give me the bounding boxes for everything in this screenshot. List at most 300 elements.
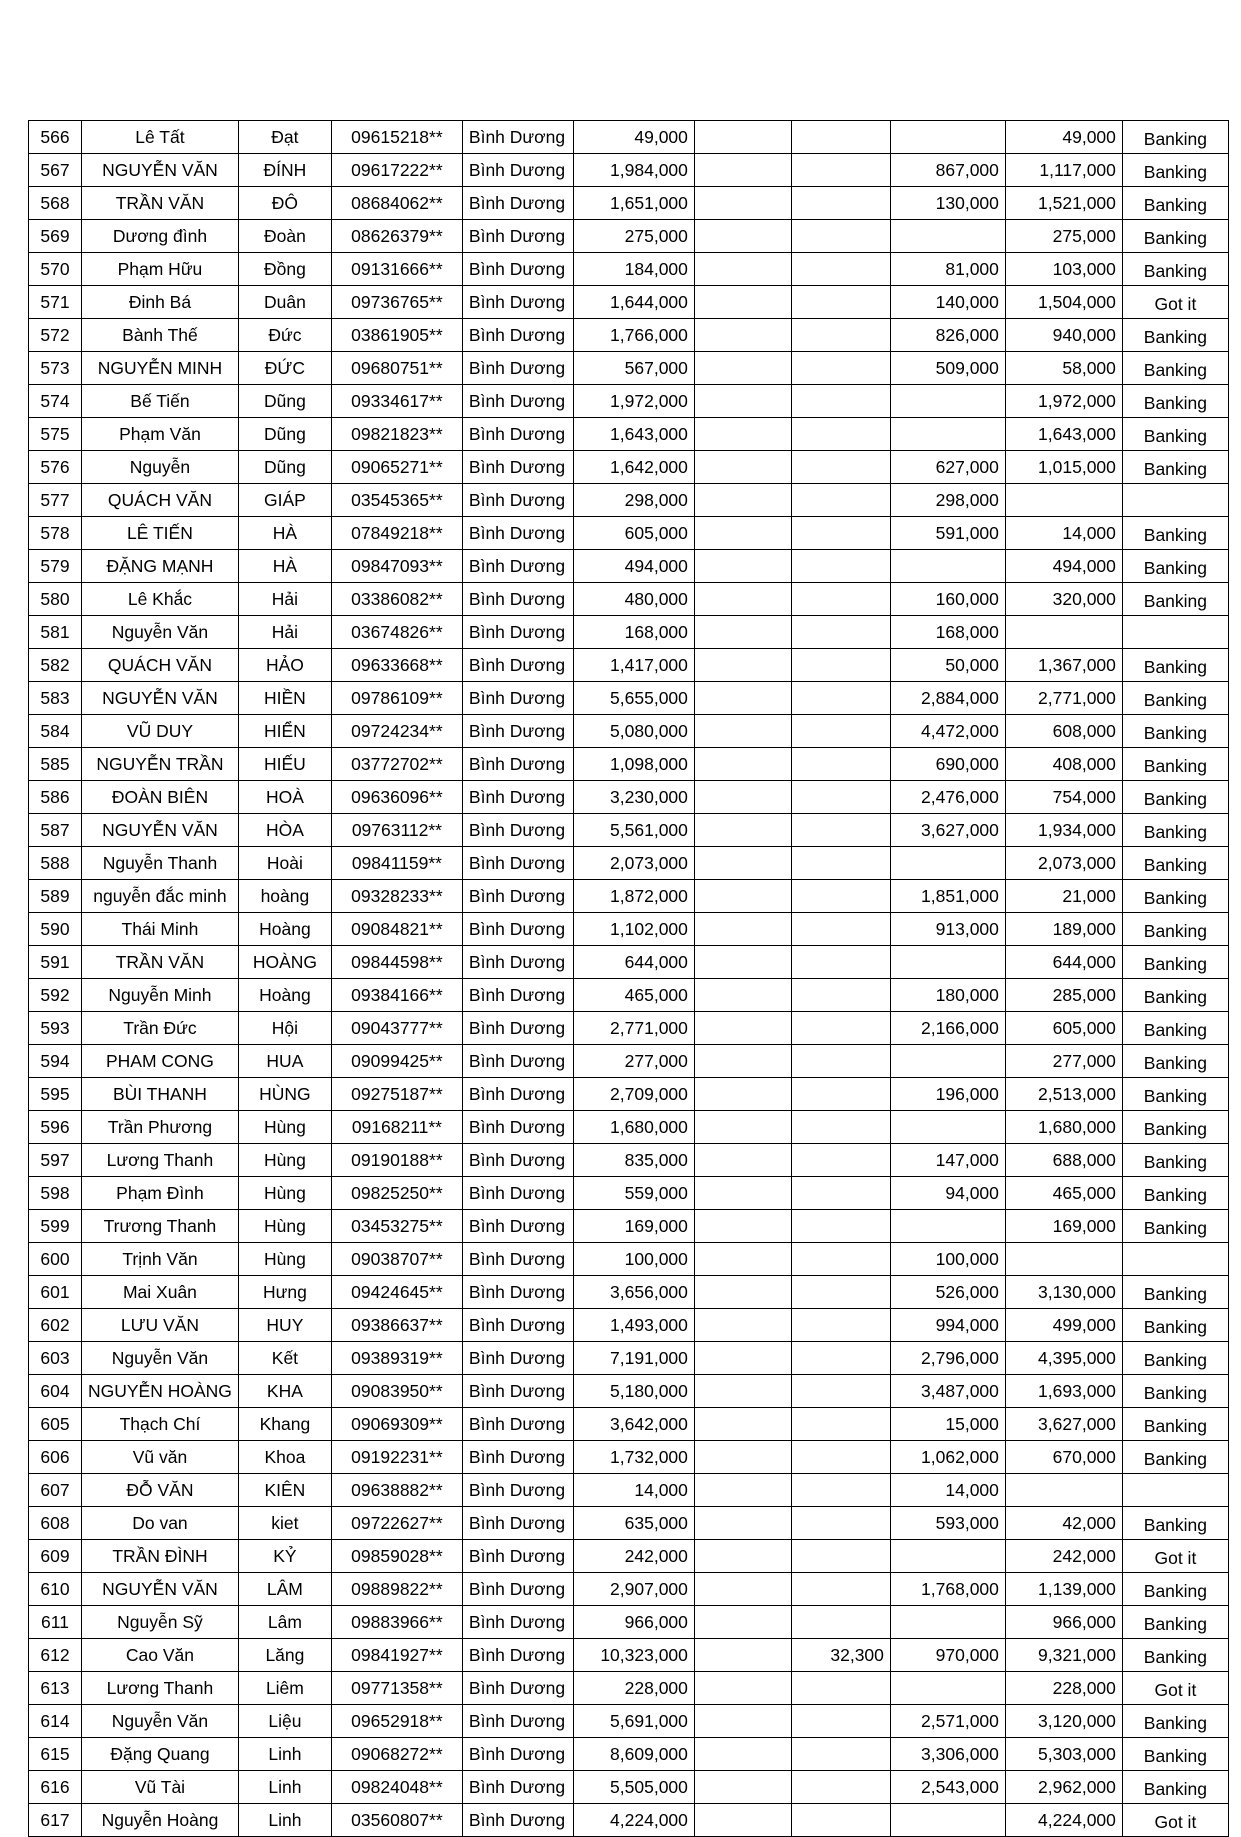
payment-method-cell: Got it bbox=[1122, 1672, 1228, 1705]
province-cell: Bình Dương bbox=[462, 517, 573, 550]
payment-method-cell: Banking bbox=[1122, 253, 1228, 286]
net-amount-cell: 1,680,000 bbox=[1005, 1111, 1122, 1144]
total-amount-cell: 7,191,000 bbox=[573, 1342, 694, 1375]
province-cell: Bình Dương bbox=[462, 1309, 573, 1342]
extra-column-1-cell bbox=[694, 946, 791, 979]
payment-method-cell: Banking bbox=[1122, 451, 1228, 484]
province-cell: Bình Dương bbox=[462, 1210, 573, 1243]
row-number-cell: 600 bbox=[29, 1243, 82, 1276]
extra-column-1-cell bbox=[694, 550, 791, 583]
extra-column-2-cell bbox=[791, 814, 890, 847]
extra-column-1-cell bbox=[694, 1705, 791, 1738]
payment-method-cell: Banking bbox=[1122, 187, 1228, 220]
row-number-cell: 567 bbox=[29, 154, 82, 187]
first-name-cell: Khang bbox=[238, 1408, 331, 1441]
table-row bbox=[29, 1276, 1229, 1309]
extra-column-1-cell bbox=[694, 1045, 791, 1078]
row-number-cell: 566 bbox=[29, 121, 82, 154]
province-cell: Bình Dương bbox=[462, 253, 573, 286]
table-row bbox=[29, 385, 1229, 418]
total-amount-cell: 3,642,000 bbox=[573, 1408, 694, 1441]
first-name-cell: HÒA bbox=[238, 814, 331, 847]
province-cell: Bình Dương bbox=[462, 187, 573, 220]
row-number-cell: 595 bbox=[29, 1078, 82, 1111]
province-cell: Bình Dương bbox=[462, 1738, 573, 1771]
table-row bbox=[29, 1012, 1229, 1045]
last-name-cell: TRẦN ĐÌNH bbox=[82, 1540, 239, 1573]
deduction-amount-cell bbox=[890, 550, 1005, 583]
extra-column-1-cell bbox=[694, 1276, 791, 1309]
province-cell: Bình Dương bbox=[462, 583, 573, 616]
extra-column-1-cell bbox=[694, 1111, 791, 1144]
province-cell: Bình Dương bbox=[462, 154, 573, 187]
extra-column-1-cell bbox=[694, 154, 791, 187]
total-amount-cell: 1,102,000 bbox=[573, 913, 694, 946]
deduction-amount-cell: 2,476,000 bbox=[890, 781, 1005, 814]
extra-column-1-cell bbox=[694, 385, 791, 418]
extra-column-1-cell bbox=[694, 1639, 791, 1672]
extra-column-1-cell bbox=[694, 286, 791, 319]
last-name-cell: Phạm Đình bbox=[82, 1177, 239, 1210]
net-amount-cell: 2,513,000 bbox=[1005, 1078, 1122, 1111]
payment-method-cell: Banking bbox=[1122, 1012, 1228, 1045]
extra-column-2-cell bbox=[791, 517, 890, 550]
row-number-cell: 590 bbox=[29, 913, 82, 946]
province-cell: Bình Dương bbox=[462, 286, 573, 319]
total-amount-cell: 100,000 bbox=[573, 1243, 694, 1276]
net-amount-cell: 58,000 bbox=[1005, 352, 1122, 385]
extra-column-2-cell bbox=[791, 1243, 890, 1276]
row-number-cell: 610 bbox=[29, 1573, 82, 1606]
table-row bbox=[29, 682, 1229, 715]
extra-column-2-cell bbox=[791, 1606, 890, 1639]
payment-method-cell: Got it bbox=[1122, 1540, 1228, 1573]
extra-column-1-cell bbox=[694, 220, 791, 253]
first-name-cell: Linh bbox=[238, 1804, 331, 1837]
total-amount-cell: 1,493,000 bbox=[573, 1309, 694, 1342]
first-name-cell: Hùng bbox=[238, 1177, 331, 1210]
total-amount-cell: 5,505,000 bbox=[573, 1771, 694, 1804]
last-name-cell: QUÁCH VĂN bbox=[82, 649, 239, 682]
table-row bbox=[29, 286, 1229, 319]
deduction-amount-cell bbox=[890, 418, 1005, 451]
extra-column-2-cell bbox=[791, 1177, 890, 1210]
phone-number-cell: 09192231** bbox=[331, 1441, 462, 1474]
extra-column-1-cell bbox=[694, 1771, 791, 1804]
table-row bbox=[29, 913, 1229, 946]
last-name-cell: Bế Tiến bbox=[82, 385, 239, 418]
last-name-cell: nguyễn đắc minh bbox=[82, 880, 239, 913]
net-amount-cell: 1,643,000 bbox=[1005, 418, 1122, 451]
province-cell: Bình Dương bbox=[462, 913, 573, 946]
last-name-cell: Lê Khắc bbox=[82, 583, 239, 616]
net-amount-cell: 3,120,000 bbox=[1005, 1705, 1122, 1738]
table-row bbox=[29, 1078, 1229, 1111]
last-name-cell: NGUYỄN HOÀNG bbox=[82, 1375, 239, 1408]
net-amount-cell: 242,000 bbox=[1005, 1540, 1122, 1573]
extra-column-2-cell bbox=[791, 1738, 890, 1771]
first-name-cell: HOÀNG bbox=[238, 946, 331, 979]
extra-column-2-cell bbox=[791, 1210, 890, 1243]
total-amount-cell: 644,000 bbox=[573, 946, 694, 979]
extra-column-1-cell bbox=[694, 583, 791, 616]
deduction-amount-cell: 180,000 bbox=[890, 979, 1005, 1012]
last-name-cell: Nguyễn Thanh bbox=[82, 847, 239, 880]
total-amount-cell: 835,000 bbox=[573, 1144, 694, 1177]
row-number-cell: 596 bbox=[29, 1111, 82, 1144]
extra-column-2-cell bbox=[791, 781, 890, 814]
total-amount-cell: 966,000 bbox=[573, 1606, 694, 1639]
net-amount-cell: 499,000 bbox=[1005, 1309, 1122, 1342]
deduction-amount-cell: 627,000 bbox=[890, 451, 1005, 484]
net-amount-cell: 2,771,000 bbox=[1005, 682, 1122, 715]
phone-number-cell: 09384166** bbox=[331, 979, 462, 1012]
phone-number-cell: 08626379** bbox=[331, 220, 462, 253]
row-number-cell: 602 bbox=[29, 1309, 82, 1342]
last-name-cell: TRẦN VĂN bbox=[82, 187, 239, 220]
payment-method-cell: Banking bbox=[1122, 1705, 1228, 1738]
table-row bbox=[29, 121, 1229, 154]
net-amount-cell: 49,000 bbox=[1005, 121, 1122, 154]
province-cell: Bình Dương bbox=[462, 1573, 573, 1606]
first-name-cell: ĐÍNH bbox=[238, 154, 331, 187]
extra-column-2-cell bbox=[791, 1111, 890, 1144]
extra-column-1-cell bbox=[694, 1474, 791, 1507]
extra-column-1-cell bbox=[694, 1738, 791, 1771]
extra-column-1-cell bbox=[694, 451, 791, 484]
payment-method-cell bbox=[1122, 1243, 1228, 1276]
net-amount-cell: 4,395,000 bbox=[1005, 1342, 1122, 1375]
total-amount-cell: 1,642,000 bbox=[573, 451, 694, 484]
extra-column-2-cell bbox=[791, 649, 890, 682]
deduction-amount-cell: 509,000 bbox=[890, 352, 1005, 385]
net-amount-cell: 1,693,000 bbox=[1005, 1375, 1122, 1408]
payment-method-cell: Banking bbox=[1122, 1144, 1228, 1177]
province-cell: Bình Dương bbox=[462, 1441, 573, 1474]
first-name-cell: LÂM bbox=[238, 1573, 331, 1606]
total-amount-cell: 1,972,000 bbox=[573, 385, 694, 418]
row-number-cell: 577 bbox=[29, 484, 82, 517]
table-row bbox=[29, 1474, 1229, 1507]
phone-number-cell: 09763112** bbox=[331, 814, 462, 847]
last-name-cell: Dương đình bbox=[82, 220, 239, 253]
province-cell: Bình Dương bbox=[462, 418, 573, 451]
phone-number-cell: 09386637** bbox=[331, 1309, 462, 1342]
last-name-cell: ĐỖ VĂN bbox=[82, 1474, 239, 1507]
payment-method-cell: Banking bbox=[1122, 1078, 1228, 1111]
total-amount-cell: 3,656,000 bbox=[573, 1276, 694, 1309]
phone-number-cell: 09275187** bbox=[331, 1078, 462, 1111]
payment-method-cell: Banking bbox=[1122, 220, 1228, 253]
net-amount-cell: 189,000 bbox=[1005, 913, 1122, 946]
payment-method-cell: Banking bbox=[1122, 682, 1228, 715]
table-row bbox=[29, 1045, 1229, 1078]
table-row bbox=[29, 781, 1229, 814]
province-cell: Bình Dương bbox=[462, 1078, 573, 1111]
extra-column-1-cell bbox=[694, 319, 791, 352]
total-amount-cell: 5,691,000 bbox=[573, 1705, 694, 1738]
row-number-cell: 599 bbox=[29, 1210, 82, 1243]
payment-method-cell: Banking bbox=[1122, 1309, 1228, 1342]
last-name-cell: Nguyễn Văn bbox=[82, 1705, 239, 1738]
deduction-amount-cell bbox=[890, 847, 1005, 880]
total-amount-cell: 1,643,000 bbox=[573, 418, 694, 451]
phone-number-cell: 09841927** bbox=[331, 1639, 462, 1672]
total-amount-cell: 10,323,000 bbox=[573, 1639, 694, 1672]
table-row bbox=[29, 946, 1229, 979]
last-name-cell: Nguyễn Văn bbox=[82, 616, 239, 649]
table-row bbox=[29, 1804, 1229, 1837]
extra-column-2-cell bbox=[791, 583, 890, 616]
net-amount-cell: 644,000 bbox=[1005, 946, 1122, 979]
deduction-amount-cell: 160,000 bbox=[890, 583, 1005, 616]
phone-number-cell: 09190188** bbox=[331, 1144, 462, 1177]
phone-number-cell: 07849218** bbox=[331, 517, 462, 550]
total-amount-cell: 465,000 bbox=[573, 979, 694, 1012]
net-amount-cell: 1,504,000 bbox=[1005, 286, 1122, 319]
deduction-amount-cell: 690,000 bbox=[890, 748, 1005, 781]
extra-column-1-cell bbox=[694, 484, 791, 517]
first-name-cell: Linh bbox=[238, 1771, 331, 1804]
deduction-amount-cell: 1,062,000 bbox=[890, 1441, 1005, 1474]
last-name-cell: Nguyễn Hoàng bbox=[82, 1804, 239, 1837]
province-cell: Bình Dương bbox=[462, 682, 573, 715]
province-cell: Bình Dương bbox=[462, 1276, 573, 1309]
payment-method-cell: Banking bbox=[1122, 517, 1228, 550]
total-amount-cell: 1,984,000 bbox=[573, 154, 694, 187]
extra-column-2-cell bbox=[791, 1408, 890, 1441]
phone-number-cell: 09617222** bbox=[331, 154, 462, 187]
last-name-cell: Nguyễn bbox=[82, 451, 239, 484]
table-row bbox=[29, 616, 1229, 649]
last-name-cell: Thạch Chí bbox=[82, 1408, 239, 1441]
last-name-cell: ĐẶNG MẠNH bbox=[82, 550, 239, 583]
last-name-cell: ĐOÀN BIÊN bbox=[82, 781, 239, 814]
province-cell: Bình Dương bbox=[462, 1243, 573, 1276]
phone-number-cell: 09636096** bbox=[331, 781, 462, 814]
first-name-cell: kiet bbox=[238, 1507, 331, 1540]
deduction-amount-cell: 147,000 bbox=[890, 1144, 1005, 1177]
payment-method-cell: Banking bbox=[1122, 1441, 1228, 1474]
row-number-cell: 604 bbox=[29, 1375, 82, 1408]
deduction-amount-cell: 3,306,000 bbox=[890, 1738, 1005, 1771]
province-cell: Bình Dương bbox=[462, 748, 573, 781]
net-amount-cell: 21,000 bbox=[1005, 880, 1122, 913]
first-name-cell: hoàng bbox=[238, 880, 331, 913]
deduction-amount-cell bbox=[890, 1210, 1005, 1243]
net-amount-cell: 14,000 bbox=[1005, 517, 1122, 550]
net-amount-cell: 494,000 bbox=[1005, 550, 1122, 583]
table-row bbox=[29, 253, 1229, 286]
payment-method-cell: Banking bbox=[1122, 1771, 1228, 1804]
extra-column-2-cell bbox=[791, 682, 890, 715]
row-number-cell: 603 bbox=[29, 1342, 82, 1375]
extra-column-2-cell bbox=[791, 1276, 890, 1309]
table-row bbox=[29, 1639, 1229, 1672]
row-number-cell: 579 bbox=[29, 550, 82, 583]
row-number-cell: 575 bbox=[29, 418, 82, 451]
province-cell: Bình Dương bbox=[462, 1606, 573, 1639]
province-cell: Bình Dương bbox=[462, 550, 573, 583]
net-amount-cell: 966,000 bbox=[1005, 1606, 1122, 1639]
first-name-cell: ĐỨC bbox=[238, 352, 331, 385]
deduction-amount-cell: 2,571,000 bbox=[890, 1705, 1005, 1738]
province-cell: Bình Dương bbox=[462, 847, 573, 880]
net-amount-cell bbox=[1005, 484, 1122, 517]
province-cell: Bình Dương bbox=[462, 1408, 573, 1441]
province-cell: Bình Dương bbox=[462, 814, 573, 847]
payout-table bbox=[28, 120, 1229, 1837]
extra-column-2-cell bbox=[791, 1375, 890, 1408]
phone-number-cell: 09131666** bbox=[331, 253, 462, 286]
table-row bbox=[29, 187, 1229, 220]
total-amount-cell: 3,230,000 bbox=[573, 781, 694, 814]
row-number-cell: 594 bbox=[29, 1045, 82, 1078]
first-name-cell: KỶ bbox=[238, 1540, 331, 1573]
phone-number-cell: 09722627** bbox=[331, 1507, 462, 1540]
row-number-cell: 593 bbox=[29, 1012, 82, 1045]
payment-method-cell: Banking bbox=[1122, 418, 1228, 451]
row-number-cell: 614 bbox=[29, 1705, 82, 1738]
deduction-amount-cell: 3,627,000 bbox=[890, 814, 1005, 847]
payment-method-cell: Banking bbox=[1122, 1738, 1228, 1771]
province-cell: Bình Dương bbox=[462, 1771, 573, 1804]
table-row bbox=[29, 1738, 1229, 1771]
net-amount-cell: 2,073,000 bbox=[1005, 847, 1122, 880]
total-amount-cell: 1,732,000 bbox=[573, 1441, 694, 1474]
extra-column-2-cell bbox=[791, 1045, 890, 1078]
total-amount-cell: 1,098,000 bbox=[573, 748, 694, 781]
payment-method-cell: Banking bbox=[1122, 550, 1228, 583]
deduction-amount-cell bbox=[890, 385, 1005, 418]
deduction-amount-cell: 591,000 bbox=[890, 517, 1005, 550]
extra-column-2-cell bbox=[791, 1441, 890, 1474]
phone-number-cell: 09786109** bbox=[331, 682, 462, 715]
deduction-amount-cell bbox=[890, 1540, 1005, 1573]
phone-number-cell: 09825250** bbox=[331, 1177, 462, 1210]
table-row bbox=[29, 1408, 1229, 1441]
payment-method-cell: Banking bbox=[1122, 319, 1228, 352]
extra-column-2-cell bbox=[791, 1573, 890, 1606]
last-name-cell: Lê Tất bbox=[82, 121, 239, 154]
phone-number-cell: 09424645** bbox=[331, 1276, 462, 1309]
first-name-cell: Hội bbox=[238, 1012, 331, 1045]
total-amount-cell: 1,766,000 bbox=[573, 319, 694, 352]
extra-column-2-cell bbox=[791, 880, 890, 913]
table-row bbox=[29, 418, 1229, 451]
first-name-cell: Liêm bbox=[238, 1672, 331, 1705]
table-row bbox=[29, 319, 1229, 352]
first-name-cell: Hải bbox=[238, 616, 331, 649]
first-name-cell: Liệu bbox=[238, 1705, 331, 1738]
net-amount-cell: 9,321,000 bbox=[1005, 1639, 1122, 1672]
phone-number-cell: 09328233** bbox=[331, 880, 462, 913]
net-amount-cell: 754,000 bbox=[1005, 781, 1122, 814]
deduction-amount-cell: 15,000 bbox=[890, 1408, 1005, 1441]
row-number-cell: 615 bbox=[29, 1738, 82, 1771]
deduction-amount-cell bbox=[890, 1804, 1005, 1837]
province-cell: Bình Dương bbox=[462, 385, 573, 418]
deduction-amount-cell: 4,472,000 bbox=[890, 715, 1005, 748]
net-amount-cell bbox=[1005, 616, 1122, 649]
row-number-cell: 580 bbox=[29, 583, 82, 616]
first-name-cell: HUY bbox=[238, 1309, 331, 1342]
total-amount-cell: 559,000 bbox=[573, 1177, 694, 1210]
first-name-cell: HÀ bbox=[238, 517, 331, 550]
row-number-cell: 617 bbox=[29, 1804, 82, 1837]
net-amount-cell: 408,000 bbox=[1005, 748, 1122, 781]
table-row bbox=[29, 1672, 1229, 1705]
row-number-cell: 598 bbox=[29, 1177, 82, 1210]
phone-number-cell: 09724234** bbox=[331, 715, 462, 748]
payment-method-cell: Banking bbox=[1122, 847, 1228, 880]
last-name-cell: Trịnh Văn bbox=[82, 1243, 239, 1276]
row-number-cell: 568 bbox=[29, 187, 82, 220]
phone-number-cell: 09084821** bbox=[331, 913, 462, 946]
table-row bbox=[29, 1606, 1229, 1639]
phone-number-cell: 09859028** bbox=[331, 1540, 462, 1573]
first-name-cell: HUA bbox=[238, 1045, 331, 1078]
first-name-cell: ĐÔ bbox=[238, 187, 331, 220]
last-name-cell: Cao Văn bbox=[82, 1639, 239, 1672]
row-number-cell: 584 bbox=[29, 715, 82, 748]
phone-number-cell: 09824048** bbox=[331, 1771, 462, 1804]
net-amount-cell: 465,000 bbox=[1005, 1177, 1122, 1210]
phone-number-cell: 09083950** bbox=[331, 1375, 462, 1408]
deduction-amount-cell bbox=[890, 946, 1005, 979]
payment-method-cell bbox=[1122, 1474, 1228, 1507]
province-cell: Bình Dương bbox=[462, 1012, 573, 1045]
net-amount-cell: 4,224,000 bbox=[1005, 1804, 1122, 1837]
province-cell: Bình Dương bbox=[462, 1507, 573, 1540]
extra-column-1-cell bbox=[694, 1375, 791, 1408]
extra-column-2-cell bbox=[791, 616, 890, 649]
province-cell: Bình Dương bbox=[462, 1705, 573, 1738]
net-amount-cell: 228,000 bbox=[1005, 1672, 1122, 1705]
extra-column-2-cell bbox=[791, 1804, 890, 1837]
province-cell: Bình Dương bbox=[462, 1639, 573, 1672]
extra-column-2-cell bbox=[791, 154, 890, 187]
phone-number-cell: 03861905** bbox=[331, 319, 462, 352]
first-name-cell: Hùng bbox=[238, 1243, 331, 1276]
last-name-cell: Đặng Quang bbox=[82, 1738, 239, 1771]
extra-column-1-cell bbox=[694, 748, 791, 781]
table-row bbox=[29, 154, 1229, 187]
first-name-cell: Duân bbox=[238, 286, 331, 319]
total-amount-cell: 4,224,000 bbox=[573, 1804, 694, 1837]
payment-method-cell: Banking bbox=[1122, 1507, 1228, 1540]
total-amount-cell: 184,000 bbox=[573, 253, 694, 286]
phone-number-cell: 03545365** bbox=[331, 484, 462, 517]
province-cell: Bình Dương bbox=[462, 319, 573, 352]
total-amount-cell: 5,080,000 bbox=[573, 715, 694, 748]
row-number-cell: 608 bbox=[29, 1507, 82, 1540]
phone-number-cell: 09652918** bbox=[331, 1705, 462, 1738]
total-amount-cell: 275,000 bbox=[573, 220, 694, 253]
table-row bbox=[29, 1177, 1229, 1210]
payment-method-cell: Banking bbox=[1122, 352, 1228, 385]
row-number-cell: 583 bbox=[29, 682, 82, 715]
table-row bbox=[29, 1573, 1229, 1606]
extra-column-1-cell bbox=[694, 517, 791, 550]
first-name-cell: KIÊN bbox=[238, 1474, 331, 1507]
net-amount-cell: 1,521,000 bbox=[1005, 187, 1122, 220]
row-number-cell: 573 bbox=[29, 352, 82, 385]
payout-table-body bbox=[29, 121, 1229, 1837]
province-cell: Bình Dương bbox=[462, 781, 573, 814]
first-name-cell: Đoàn bbox=[238, 220, 331, 253]
row-number-cell: 612 bbox=[29, 1639, 82, 1672]
